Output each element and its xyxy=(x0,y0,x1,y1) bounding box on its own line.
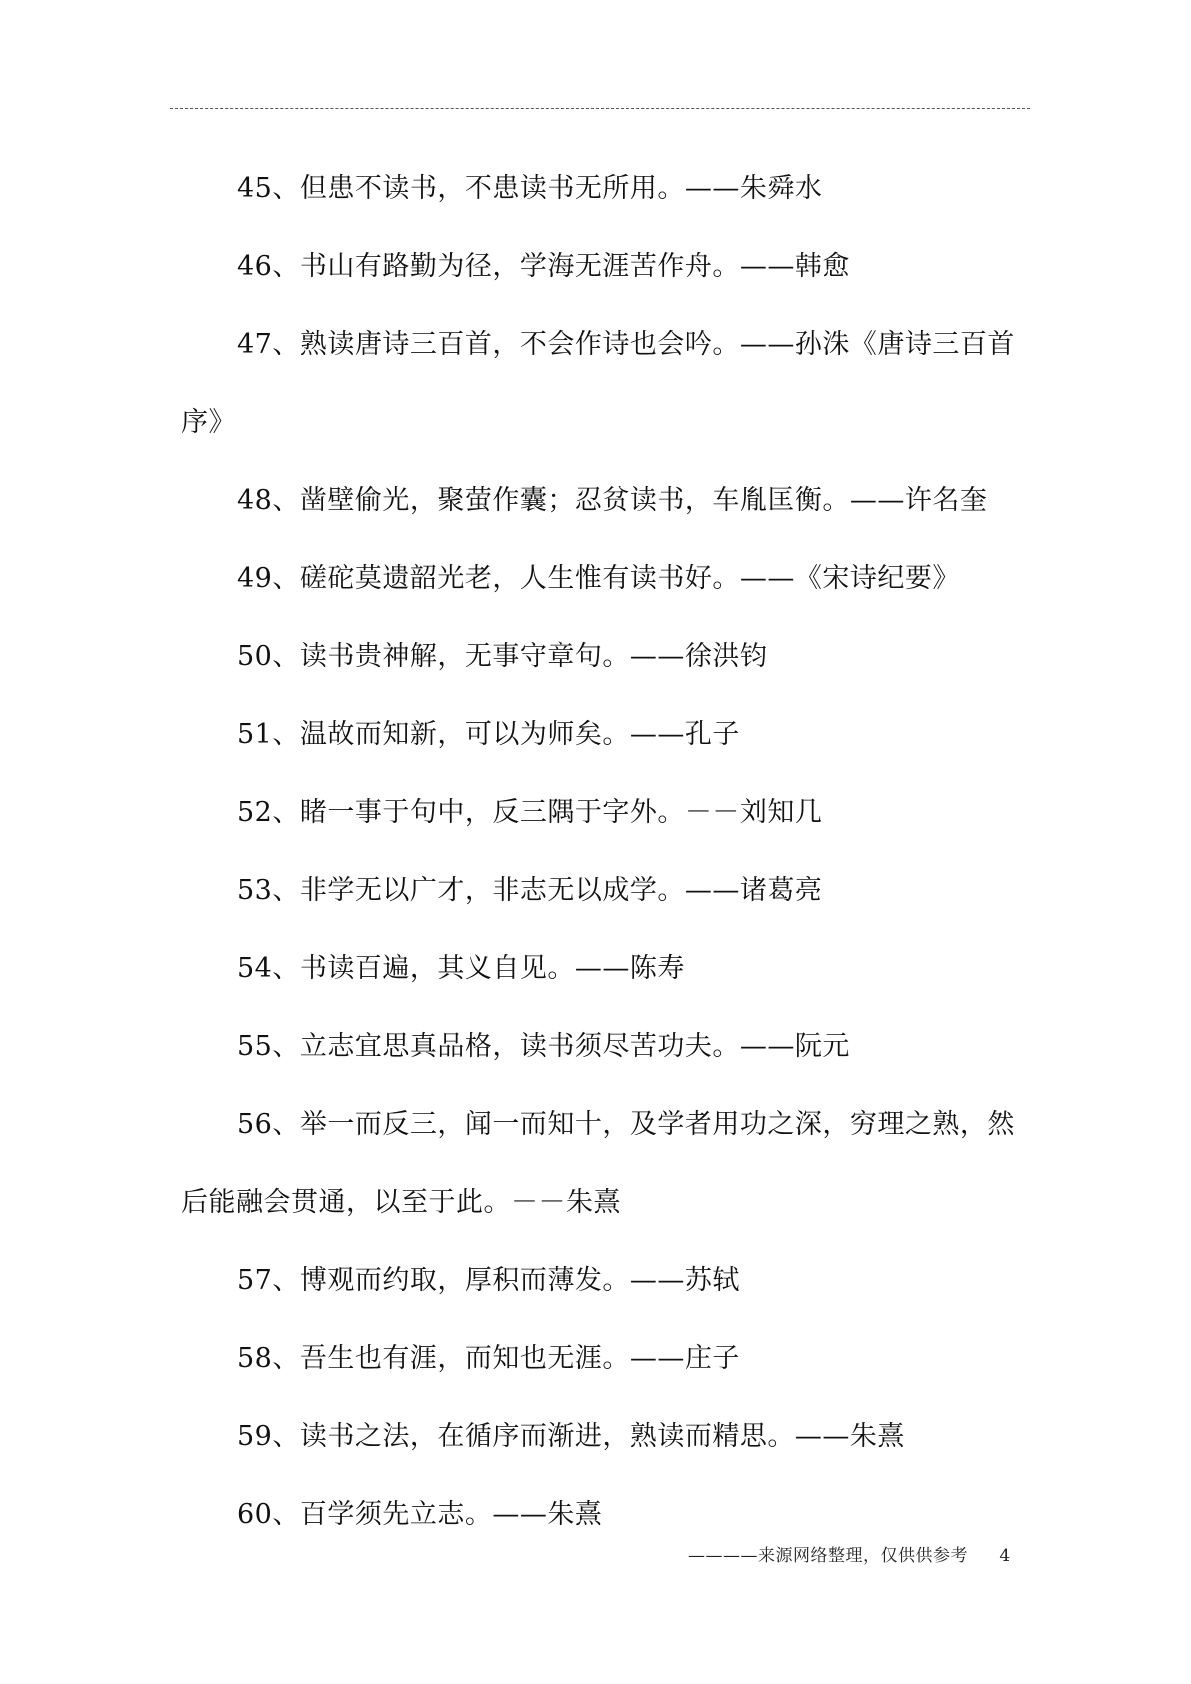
quote-item: 47、熟读唐诗三百首，不会作诗也会吟。——孙洙《唐诗三百首序》 xyxy=(181,329,1015,438)
quote-item: 50、读书贵神解，无事守章句。——徐洪钧 xyxy=(237,641,768,672)
quote-item: 46、书山有路勤为径，学海无涯苦作舟。——韩愈 xyxy=(237,251,850,282)
quote-item: 53、非学无以广才，非志无以成学。——诸葛亮 xyxy=(237,875,823,906)
quote-item: 45、但患不读书，不患读书无所用。——朱舜水 xyxy=(237,173,823,204)
quote-item: 60、百学须先立志。——朱熹 xyxy=(237,1499,603,1530)
footer-source-note: ————来源网络整理，仅供供参考 xyxy=(688,1546,968,1566)
quote-item: 55、立志宜思真品格，读书须尽苦功夫。——阮元 xyxy=(237,1031,850,1062)
quote-item: 58、吾生也有涯，而知也无涯。——庄子 xyxy=(237,1343,740,1374)
header-divider xyxy=(170,108,1030,109)
quote-item: 49、磋砣莫遗韶光老，人生惟有读书好。——《宋诗纪要》 xyxy=(237,563,960,594)
quote-item: 59、读书之法，在循序而渐进，熟读而精思。——朱熹 xyxy=(237,1421,905,1452)
page-footer xyxy=(688,1541,1010,1566)
quote-item: 48、凿壁偷光，聚萤作囊；忍贫读书，车胤匡衡。——许名奎 xyxy=(237,485,988,516)
quote-item: 56、举一而反三，闻一而知十，及学者用功之深，穷理之熟，然后能融会贯通，以至于此。－－朱熹 xyxy=(181,1109,1015,1218)
quote-list xyxy=(181,150,1019,1554)
quote-item: 54、书读百遍，其义自见。——陈寿 xyxy=(237,953,685,984)
quote-item: 57、博观而约取，厚积而薄发。——苏轼 xyxy=(237,1265,740,1296)
quote-item: 51、温故而知新，可以为师矣。——孔子 xyxy=(237,719,740,750)
quote-item: 52、睹一事于句中，反三隅于字外。－－刘知几 xyxy=(237,797,823,828)
page-number: 4 xyxy=(999,1546,1011,1566)
